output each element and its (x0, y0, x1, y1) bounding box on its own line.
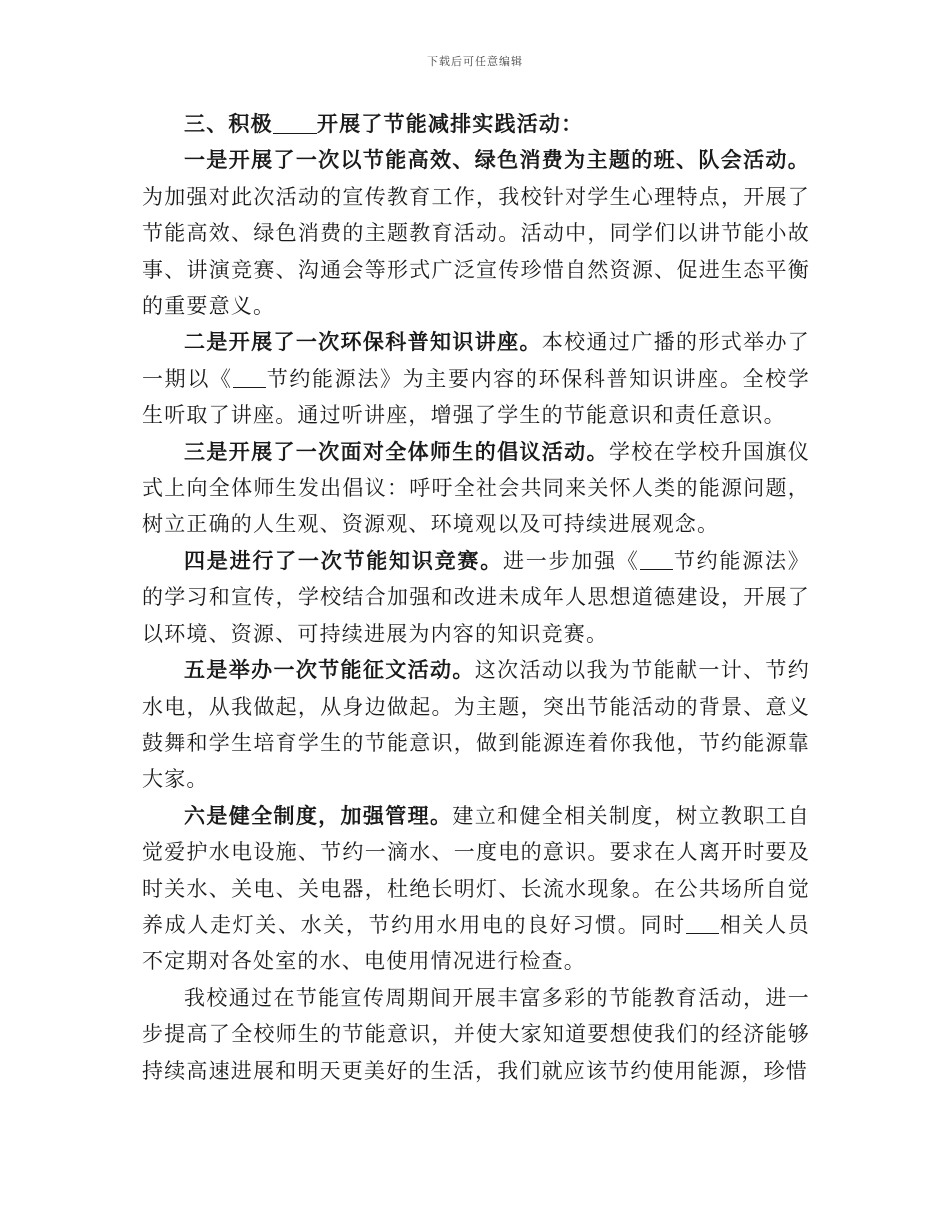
paragraph-7 (142, 980, 810, 1089)
paragraph-lead: 四是进行了一次节能知识竞赛。 (184, 547, 503, 573)
paragraph-3 (142, 434, 810, 543)
page-header-note: 下载后可任意编辑 (427, 55, 523, 68)
fill-blank (273, 112, 317, 134)
fill-blank (640, 548, 674, 570)
paragraph-lead: 五是举办一次节能征文活动。 (184, 657, 475, 683)
paragraph-text-before: 本校通过广播的形式举办了一期以《 (142, 330, 811, 391)
paragraph-text-after: 相关人员不定期对各处室的水、电使用情况进行检查。 (142, 912, 810, 974)
paragraph-lead: 二是开展了一次环保科普知识讲座。 (184, 329, 542, 355)
document-body (142, 106, 810, 1089)
paragraph-text-after: 节约能源法》为主要内容的环保科普知识讲座。全校学生听取了讲座。通过听讲座，增强了学生的节能意识和责任意识。 (142, 366, 810, 428)
section-title-before: 三、积极 (184, 111, 273, 136)
paragraph-6 (142, 798, 810, 980)
paragraph-lead: 一是开展了一次以节能高效、绿色消费为主题的班、队会活动。 (184, 147, 810, 173)
section-title (142, 106, 810, 142)
fill-blank (686, 912, 720, 934)
paragraph-text-after: 节约能源法》的学习和宣传，学校结合加强和改进未成年人思想道德建设，开展了以环境、资源、可持续进展为内容的知识竞赛。 (142, 548, 811, 646)
paragraph-lead: 三是开展了一次面对全体师生的倡议活动。 (184, 438, 609, 464)
fill-blank (233, 366, 267, 388)
paragraph-5 (142, 652, 810, 798)
paragraph-text-before: 进一步加强《 (502, 548, 640, 573)
paragraph-text: 我校通过在节能宣传周期间开展丰富多彩的节能教育活动，进一步提高了全校师生的节能意识，并使大家知道要想使我们的经济能够持续高速进展和明天更美好的生活，我们就应该节约使用能源，珍惜 (142, 985, 810, 1083)
paragraph-text-before: 建立和健全相关制度，树立教职工自觉爱护水电设施、节约一滴水、一度电的意识。要求在人离开时要及时关水、关电、关电器，杜绝长明灯、长流水现象。在公共场所自觉养成人走灯关、水关，节约用水用电的良好习惯。同时 (142, 803, 810, 937)
section-title-after: 开展了节能减排实践活动： (316, 111, 584, 136)
paragraph-4 (142, 543, 810, 652)
paragraph-text: 这次活动以我为节能献一计、节约水电，从我做起，从身边做起。为主题，突出节能活动的背景、意义鼓舞和学生培育学生的节能意识，做到能源连着你我他，节约能源靠大家。 (142, 658, 810, 792)
paragraph-text: 学校在学校升国旗仪式上向全体师生发出倡议：呼吁全社会共同来关怀人类的能源问题，树立正确的人生观、资源观、环境观以及可持续进展观念。 (142, 439, 810, 537)
paragraph-2 (142, 324, 810, 433)
paragraph-text: 为加强对此次活动的宣传教育工作，我校针对学生心理特点，开展了节能高效、绿色消费的主题教育活动。活动中，同学们以讲节能小故事、讲演竞赛、沟通会等形式广泛宣传珍惜自然资源、促进生态平衡的重要意义。 (142, 184, 810, 319)
paragraph-1 (142, 142, 810, 324)
paragraph-lead: 六是健全制度，加强管理。 (184, 802, 453, 828)
